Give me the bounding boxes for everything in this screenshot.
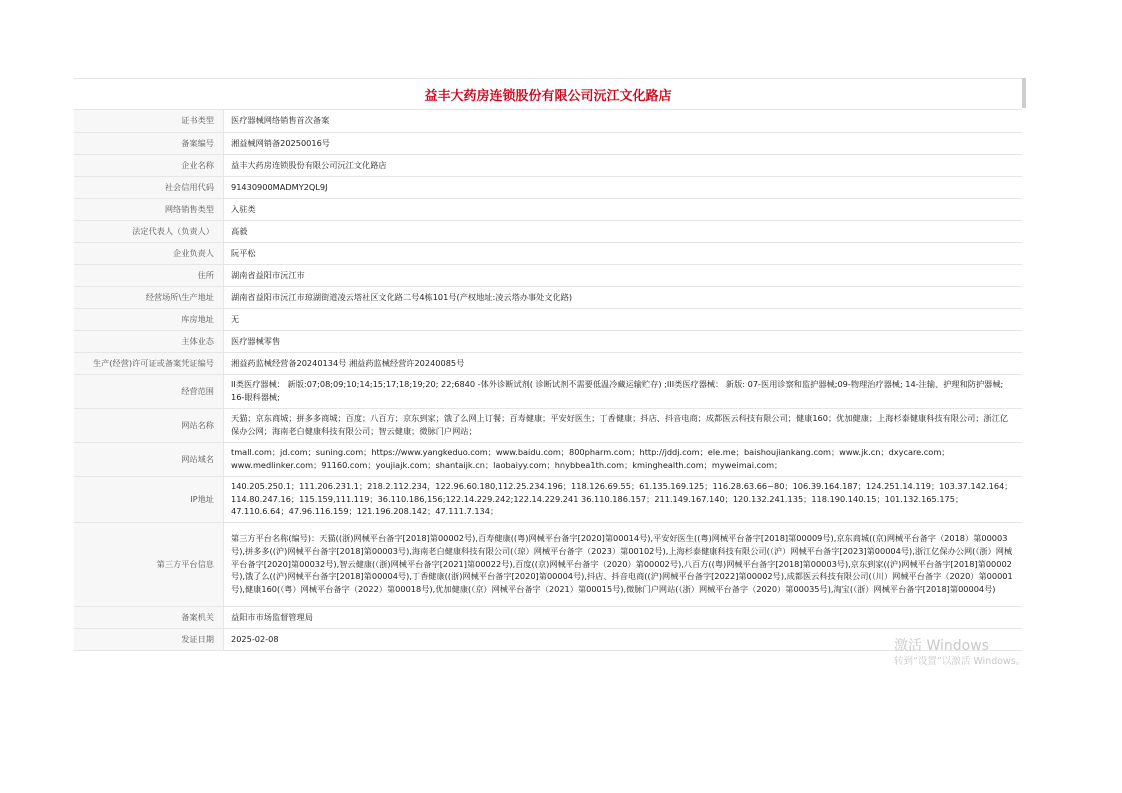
label-license-no: 生产(经营)许可证或备案凭证编号 — [74, 352, 224, 374]
value-warehouse-address: 无 — [224, 308, 1023, 330]
label-website-domains: 网站域名 — [74, 442, 224, 476]
label-warehouse-address: 库房地址 — [74, 308, 224, 330]
value-sales-type: 入驻类 — [224, 198, 1023, 220]
record-table — [74, 110, 1022, 651]
value-legal-rep: 高毅 — [224, 220, 1023, 242]
row-filing-no — [74, 132, 1022, 154]
label-cert-type: 证书类型 — [74, 110, 224, 132]
row-legal-rep — [74, 220, 1022, 242]
label-credit-code: 社会信用代码 — [74, 176, 224, 198]
value-business-scope: II类医疗器械： 新版:07;08;09;10;14;15;17;18;19;20; 22;6840 -体外诊断试剂( 诊断试剂不需要低温冷藏运输贮存) ;III类医疗器械： 新版: 07-医用诊察和监护器械;09-物理治疗器械; 14-注输、护理和防护器械; 16-眼科器械; — [224, 374, 1023, 408]
row-license-no — [74, 352, 1022, 374]
value-company-name: 益丰大药房连锁股份有限公司沅江文化路店 — [224, 154, 1023, 176]
value-business-address: 湖南省益阳市沅江市琼湖街道凌云塔社区文化路二号4栋101号(产权地址:凌云塔办事处文化路) — [224, 286, 1023, 308]
value-credit-code: 91430900MADMY2QL9J — [224, 176, 1023, 198]
label-company-head: 企业负责人 — [74, 242, 224, 264]
label-issue-date: 发证日期 — [74, 628, 224, 650]
row-issue-date — [74, 628, 1022, 650]
row-company-name — [74, 154, 1022, 176]
page-title: 益丰大药房连锁股份有限公司沅江文化路店 — [424, 88, 672, 104]
label-domicile: 住所 — [74, 264, 224, 286]
vertical-scrollbar[interactable] — [1022, 78, 1026, 108]
label-business-address: 经营场所\生产地址 — [74, 286, 224, 308]
value-ip-addresses: 140.205.250.1；111.206.231.1；218.2.112.234，122.96.60.180,112.25.234.196；118.126.69.55；61.135.169.125；116.28.63.66~80；106.39.164.187；124.251.14.119；103.37.142.164；114.80.247.16；115.159,111.119；36.110.186,156;122.14.229.242;122.14.229.241 36.110.186.157；211.149.167.140；120.132.241.135；118.190.140.15；101.132.165.175；47.110.6.64；47.96.116.159；121.196.208.142；47.111.7.134； — [224, 476, 1023, 522]
row-business-address — [74, 286, 1022, 308]
row-warehouse-address — [74, 308, 1022, 330]
row-business-form — [74, 330, 1022, 352]
label-website-names: 网站名称 — [74, 408, 224, 442]
value-filing-no: 湘益械网销备20250016号 — [224, 132, 1023, 154]
label-filing-authority: 备案机关 — [74, 606, 224, 628]
row-business-scope — [74, 374, 1022, 408]
label-filing-no: 备案编号 — [74, 132, 224, 154]
label-business-form: 主体业态 — [74, 330, 224, 352]
value-business-form: 医疗器械零售 — [224, 330, 1023, 352]
row-domicile — [74, 264, 1022, 286]
label-business-scope: 经营范围 — [74, 374, 224, 408]
label-third-party-info: 第三方平台信息 — [74, 522, 224, 606]
title-row — [74, 78, 1022, 110]
row-third-party-info — [74, 522, 1022, 606]
row-sales-type — [74, 198, 1022, 220]
value-filing-authority: 益阳市市场监督管理局 — [224, 606, 1023, 628]
value-issue-date: 2025-02-08 — [224, 628, 1023, 650]
row-credit-code — [74, 176, 1022, 198]
row-cert-type — [74, 110, 1022, 132]
label-legal-rep: 法定代表人（负责人） — [74, 220, 224, 242]
row-ip-addresses — [74, 476, 1022, 522]
value-domicile: 湖南省益阳市沅江市 — [224, 264, 1023, 286]
row-company-head — [74, 242, 1022, 264]
value-license-no: 湘益药监械经营备20240134号 湘益药监械经营许20240085号 — [224, 352, 1023, 374]
row-website-names — [74, 408, 1022, 442]
value-company-head: 阮平松 — [224, 242, 1023, 264]
windows-activation-watermark — [894, 638, 1027, 672]
value-website-names: 天猫；京东商城；拼多多商城；百度；八百方；京东到家；饿了么网上订餐；百寿健康；平安好医生；丁香健康；抖店、抖音电商；成都医云科技有限公司；健康160；优加健康；上海杉泰健康科技有限公司；浙江亿保办公网；海南老白健康科技有限公司；智云健康；微脉门户网站； — [224, 408, 1023, 442]
row-website-domains — [74, 442, 1022, 476]
label-ip-addresses: IP地址 — [74, 476, 224, 522]
value-website-domains: tmall.com；jd.com；suning.com；https://www.yangkeduo.com；www.baidu.com；800pharm.com；http://jddj.com；ele.me；baishoujiankang.com；www.jk.cn；dxycare.com；www.medlinker.com；91160.com；youjiajk.com；shantaijk.cn；laobaiyy.com；hnybbea1th.com；kminghealth.com；myweimai.com； — [224, 442, 1023, 476]
record-sheet — [74, 78, 1022, 651]
watermark-line2: 转到“设置”以激活 Windows。 — [894, 656, 1026, 667]
label-sales-type: 网络销售类型 — [74, 198, 224, 220]
value-cert-type: 医疗器械网络销售首次备案 — [224, 110, 1023, 132]
row-filing-authority — [74, 606, 1022, 628]
value-third-party-info: 第三方平台名称(编号)：天猫((浙)网械平台备字[2018]第00002号),百寿健康((粤)网械平台备字[2020]第00014号),平安好医生((粤)网械平台备字[2018]第00009号),京东商城((京)网械平台备字（2018）第00003号),拼多多((沪)网械平台备字[2018]第00003号),海南老白健康科技有限公司(（琼）网械平台备字（2023）第00102号),上海杉泰健康科技有限公司(（沪）网械平台备字[2023]第00004号),浙江亿保办公网(（浙）网械平台备字[2020]第00032号),智云健康(（浙)网械平台备字[2021]第00022号),百度((京)网械平台备字（2020）第00002号),八百方((粤)网械平台备字[2018]第00003号),京东到家((沪)网械平台备字[2018]第00002号),饿了么((沪)网械平台备字[2018]第00004号),丁香健康((浙)网械平台备字[2020]第00004号),抖店、抖音电商((沪)网械平台备字[2022]第00002号),成都医云科技有限公司(（川）网械平台备字（2020）第00001号),健康160(（粤）网械平台备字（2022）第00018号),优加健康(（京）网械平台备字（2021）第00015号),微脉门户网站(（浙）网械平台备字（2020）第00035号),淘宝(（浙）网械平台备字[2018]第00004号) — [224, 522, 1023, 606]
watermark-line1: 激活 Windows — [894, 638, 989, 654]
label-company-name: 企业名称 — [74, 154, 224, 176]
